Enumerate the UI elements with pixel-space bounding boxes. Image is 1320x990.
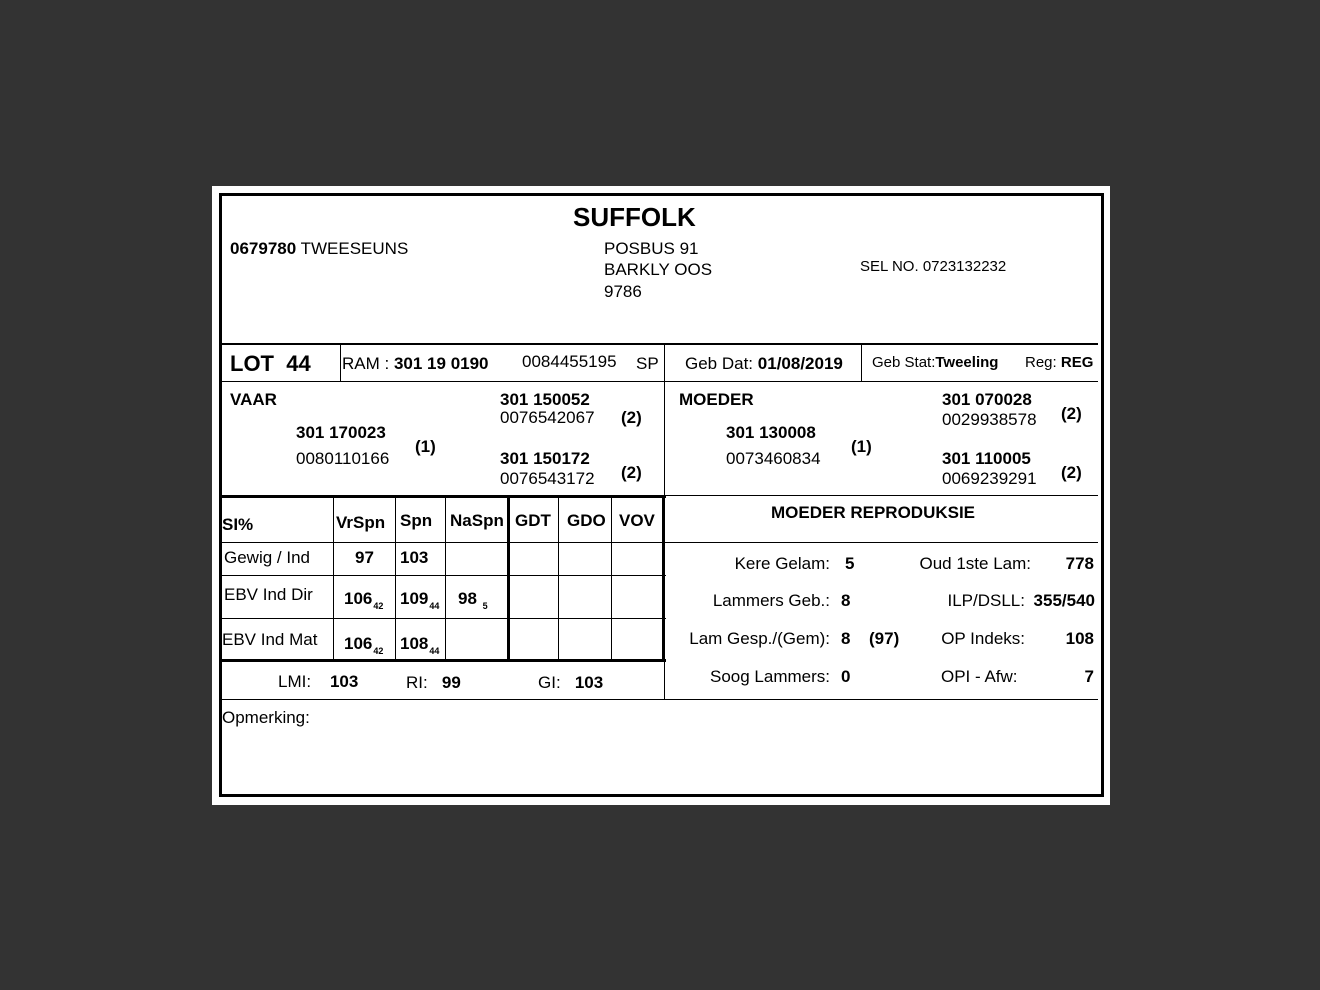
gi (538, 673, 603, 693)
table-header-spn: Spn (400, 511, 433, 530)
table-cell: 97 (355, 548, 374, 567)
gesp-value: 8 (841, 629, 851, 648)
dam-grand1-code: 0029938578 (942, 410, 1037, 429)
cell-value: 98 (458, 589, 477, 608)
table-row-label: EBV Ind Mat (222, 630, 318, 649)
divider (222, 659, 666, 662)
table-header-vov: VOV (619, 511, 655, 530)
table-header-si: SI% (222, 515, 254, 534)
registration (1025, 353, 1093, 373)
lammers-value: 8 (841, 591, 851, 610)
reg-value: REG (1060, 354, 1094, 371)
table-header-naspn: NaSpn (450, 511, 504, 530)
ram-code: 0084455195 (522, 352, 617, 371)
opi-label: OPI - Afw: (941, 667, 1018, 686)
sire-label: VAAR (230, 390, 277, 409)
table-cell: 103 (400, 548, 429, 567)
lmi-label: LMI: (278, 672, 312, 691)
divider (333, 498, 334, 661)
table-row-label: Gewig / Ind (224, 548, 310, 567)
cell-accuracy: 42 (373, 646, 384, 656)
birth-status-label: Geb Stat: (872, 354, 936, 371)
soog-label: Soog Lammers: (710, 667, 830, 686)
phone-number: 0723132232 (922, 258, 1007, 275)
table-header-gdo: GDO (567, 511, 606, 530)
divider (861, 345, 862, 381)
gi-value: 103 (574, 673, 604, 692)
table-cell (458, 589, 488, 616)
kere-label: Kere Gelam: (734, 554, 830, 573)
divider (558, 498, 559, 661)
sire-grand1-gen: (2) (621, 408, 642, 427)
divider (666, 542, 1098, 543)
kere-value: 5 (845, 554, 855, 573)
birth-date-label: Geb Dat: (685, 354, 754, 373)
divider (222, 343, 1098, 345)
sire-grand1-code: 0076542067 (500, 408, 595, 427)
gesp-average: (97) (869, 629, 900, 648)
divider (222, 699, 1098, 700)
sire-code: 0080110166 (296, 449, 390, 468)
table-cell (400, 634, 439, 661)
cell-accuracy: 5 (482, 601, 488, 611)
ilp-label: ILP/DSLL: (947, 591, 1025, 610)
cell-accuracy: 44 (429, 601, 440, 611)
sire-grand2-code: 0076543172 (500, 469, 595, 488)
dam-id: 301 130008 (726, 423, 816, 442)
remark-label: Opmerking: (222, 708, 310, 727)
birth-status (872, 353, 998, 373)
divider (222, 575, 666, 576)
ram-id: 301 19 0190 (393, 354, 489, 373)
birth-date-value: 01/08/2019 (757, 354, 843, 373)
sire-grand2-id: 301 150172 (500, 449, 590, 468)
sire-id: 301 170023 (296, 423, 386, 442)
oud-label: Oud 1ste Lam: (919, 554, 1031, 573)
cell-accuracy: 44 (429, 646, 440, 656)
ram-suffix: SP (636, 354, 659, 373)
table-cell (400, 589, 439, 616)
table-cell (344, 634, 383, 661)
opi-value: 7 (1084, 667, 1094, 686)
lmi (278, 672, 358, 692)
dam-grand1-id: 301 070028 (942, 390, 1032, 409)
lot (230, 352, 311, 376)
sire-gen: (1) (415, 437, 436, 456)
ram-label: RAM : (342, 354, 390, 373)
dam-code: 0073460834 (726, 449, 821, 468)
gi-label: GI: (538, 673, 561, 692)
ri-label: RI: (406, 673, 428, 692)
dam-grand2-gen: (2) (1061, 463, 1082, 482)
divider (222, 542, 666, 543)
divider (222, 381, 1098, 382)
owner-code: 0679780 (230, 239, 297, 258)
divider (222, 495, 666, 498)
divider (222, 618, 666, 619)
address-line1: POSBUS 91 (604, 239, 699, 258)
lot-number: 44 (286, 351, 311, 376)
cell-accuracy: 42 (373, 601, 384, 611)
divider (395, 498, 396, 661)
reproduction-title: MOEDER REPRODUKSIE (771, 503, 976, 522)
table-header-gdt: GDT (515, 511, 551, 530)
divider (662, 498, 665, 661)
divider (666, 495, 1098, 496)
birth-date (685, 354, 843, 374)
sire-grand1-id: 301 150052 (500, 390, 590, 409)
divider (507, 498, 510, 661)
phone (860, 257, 1006, 277)
table-cell (344, 589, 383, 616)
owner-name: TWEESEUNS (300, 239, 409, 258)
lot-label: LOT (230, 351, 274, 376)
ri (406, 673, 461, 693)
divider (611, 498, 612, 661)
reg-label: Reg: (1025, 354, 1057, 371)
gesp-label: Lam Gesp./(Gem): (689, 629, 830, 648)
dam-grand1-gen: (2) (1061, 404, 1082, 423)
address-line2: BARKLY OOS (604, 260, 713, 279)
divider (445, 498, 446, 661)
ri-value: 99 (441, 673, 461, 692)
soog-value: 0 (841, 667, 851, 686)
ram-info (342, 354, 489, 374)
sire-grand2-gen: (2) (621, 463, 642, 482)
table-header-vrspn: VrSpn (336, 513, 386, 532)
lmi-value: 103 (329, 672, 359, 691)
dam-gen: (1) (851, 437, 872, 456)
cell-value: 109 (400, 589, 429, 608)
op-label: OP Indeks: (941, 629, 1025, 648)
lammers-label: Lammers Geb.: (712, 591, 830, 610)
dam-label: MOEDER (679, 390, 754, 409)
op-value: 108 (1065, 629, 1094, 648)
divider (340, 345, 341, 381)
phone-label: SEL NO. (860, 258, 919, 275)
address-line3: 9786 (604, 282, 642, 301)
cell-value: 106 (344, 589, 373, 608)
table-row-label: EBV Ind Dir (224, 585, 313, 604)
ilp-value: 355/540 (1033, 591, 1095, 610)
dam-grand2-id: 301 110005 (942, 449, 1031, 468)
cell-value: 106 (344, 634, 373, 653)
owner (230, 239, 408, 259)
oud-value: 778 (1065, 554, 1094, 573)
cell-value: 108 (400, 634, 429, 653)
birth-status-value: Tweeling (935, 354, 999, 371)
breed-title: SUFFOLK (573, 202, 696, 232)
dam-grand2-code: 0069239291 (942, 469, 1037, 488)
